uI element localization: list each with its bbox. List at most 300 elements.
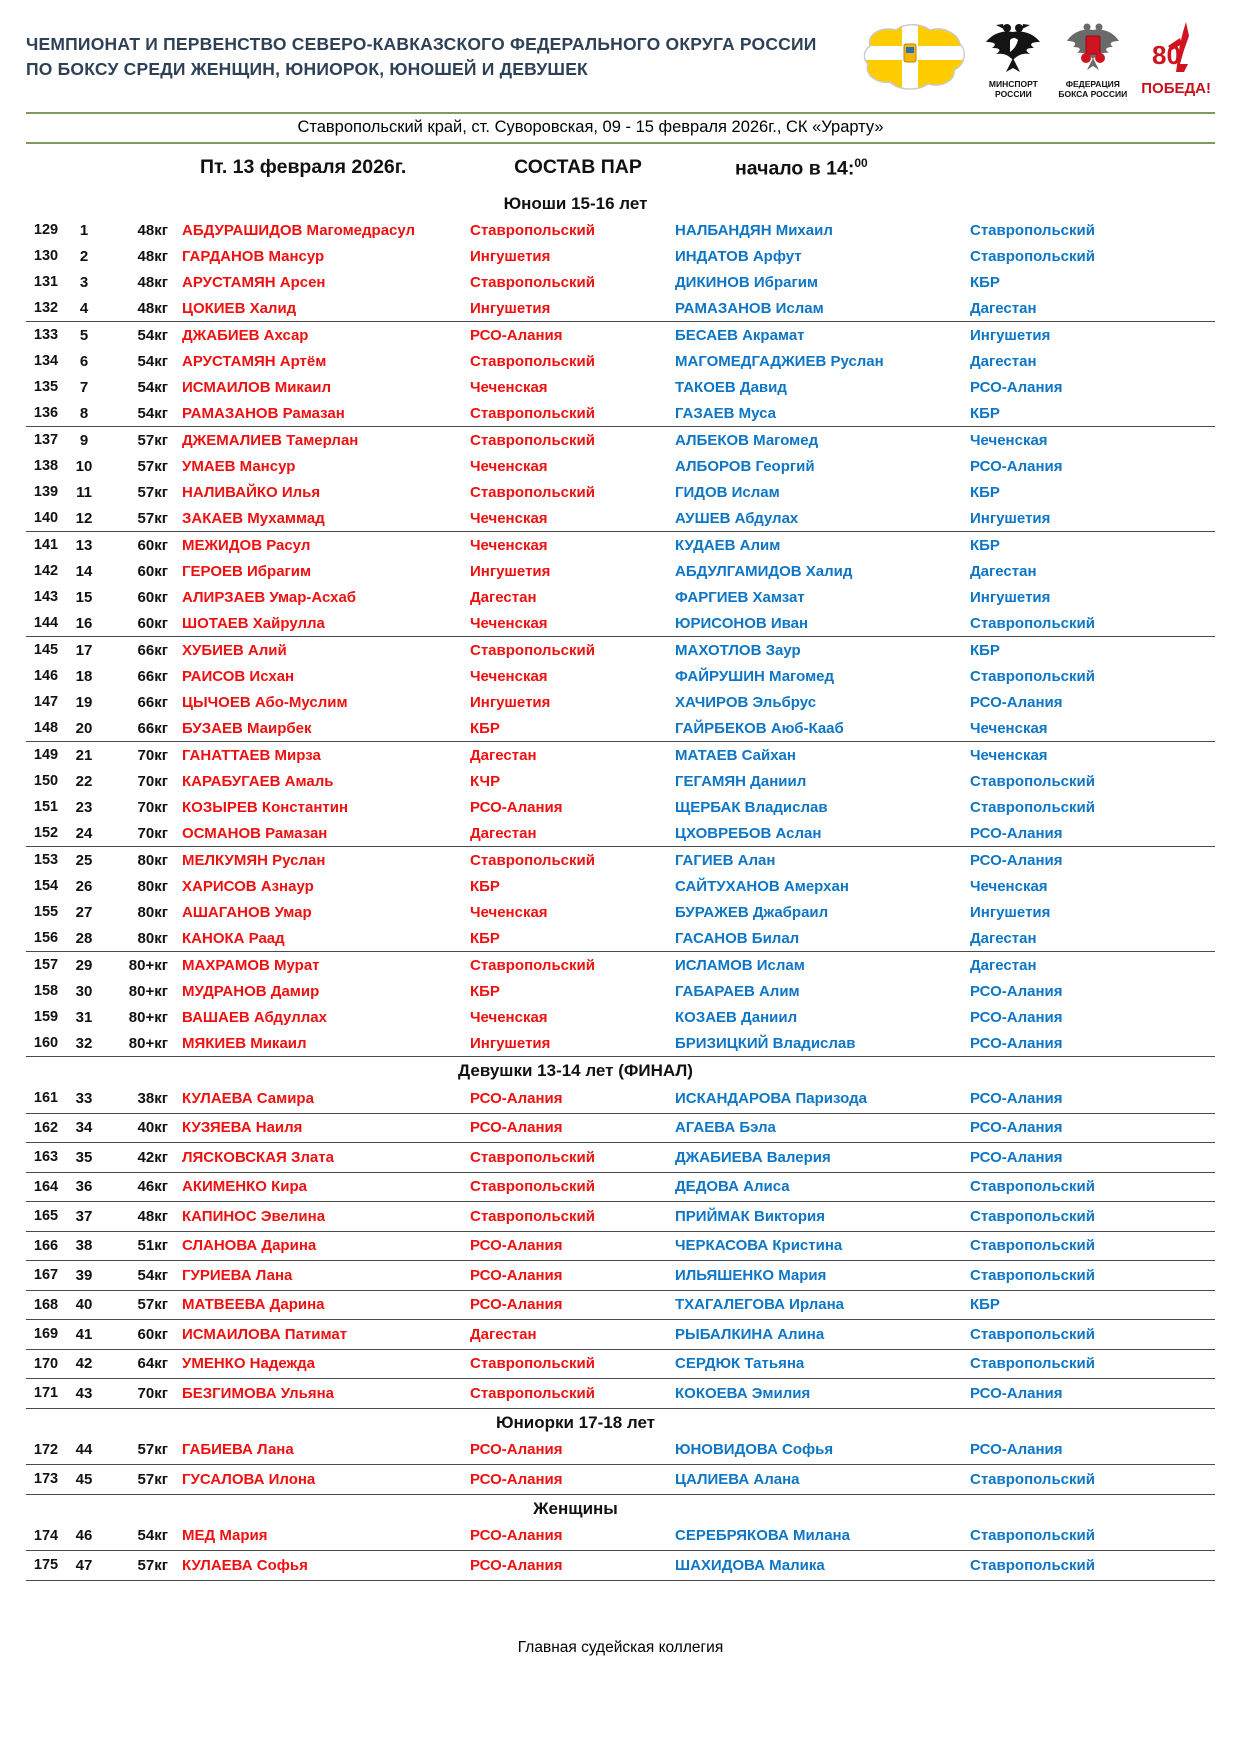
pair-number: 13 <box>75 536 93 554</box>
red-corner-region: РСО-Алания <box>470 326 563 344</box>
red-corner-region: РСО-Алания <box>470 1237 563 1255</box>
blue-corner-region: КБР <box>970 404 1000 422</box>
blue-corner-name: РАМАЗАНОВ Ислам <box>675 299 824 317</box>
boxing-federation-eagle-icon <box>1062 20 1124 78</box>
weight-category: 46кг <box>137 1178 168 1196</box>
bout-number: 130 <box>33 248 59 264</box>
blue-corner-region: Дагестан <box>970 299 1037 317</box>
blue-corner-name: ФАЙРУШИН Магомед <box>675 667 835 685</box>
red-corner-region: Чеченская <box>470 509 548 527</box>
title-line-1: ЧЕМПИОНАТ И ПЕРВЕНСТВО СЕВЕРО-КАВКАЗСКОГО ФЕДЕРАЛЬНОГО ОКРУГА РОССИИ <box>26 34 817 54</box>
bout-number: 153 <box>33 852 59 868</box>
red-corner-name: УМЕНКО Надежда <box>182 1355 315 1373</box>
red-corner-region: Ставропольский <box>470 431 595 449</box>
weight-category: 54кг <box>137 352 168 370</box>
red-corner-name: МАХРАМОВ Мурат <box>182 956 320 974</box>
pair-row <box>26 1232 1215 1262</box>
blue-corner-name: ГАБАРАЕВ Алим <box>675 982 800 1000</box>
red-corner-name: МЕЛКУМЯН Руслан <box>182 851 326 869</box>
red-corner-region: РСО-Алания <box>470 1441 563 1459</box>
red-corner-region: Дагестан <box>470 588 537 606</box>
red-corner-name: ЛЯСКОВСКАЯ Злата <box>182 1148 334 1166</box>
svg-text:80: 80 <box>1152 40 1182 70</box>
blue-corner-region: Ингушетия <box>970 588 1051 606</box>
pair-number: 26 <box>75 877 93 895</box>
blue-corner-region: Ставропольский <box>970 1207 1095 1225</box>
pair-number: 3 <box>79 273 89 291</box>
weight-category: 57кг <box>137 1296 168 1314</box>
bout-number: 137 <box>33 432 59 448</box>
weight-category: 60кг <box>137 562 168 580</box>
bout-number: 165 <box>33 1208 59 1225</box>
red-corner-name: КОЗЫРЕВ Константин <box>182 798 349 816</box>
blue-corner-region: РСО-Алания <box>970 1119 1063 1137</box>
blue-corner-region: Дагестан <box>970 956 1037 974</box>
pair-row <box>26 1004 1215 1030</box>
weight-category: 70кг <box>137 798 168 816</box>
blue-corner-region: Ингушетия <box>970 509 1051 527</box>
red-corner-name: КУЛАЕВА Самира <box>182 1089 314 1107</box>
pair-row <box>26 899 1215 925</box>
weight-category: 42кг <box>137 1148 168 1166</box>
bout-number: 174 <box>33 1527 59 1544</box>
pair-row <box>26 925 1215 952</box>
red-corner-name: МУДРАНОВ Дамир <box>182 982 320 1000</box>
pair-row <box>26 1261 1215 1291</box>
red-corner-name: ВАШАЕВ Абдуллах <box>182 1008 327 1026</box>
start-time-minutes: 00 <box>854 156 868 170</box>
bout-number: 141 <box>33 537 59 553</box>
blue-corner-region: Чеченская <box>970 719 1048 737</box>
weight-category: 54кг <box>137 326 168 344</box>
pair-number: 1 <box>79 221 89 239</box>
stavropol-flag-logo <box>856 20 968 94</box>
boxing-federation-caption <box>1058 80 1127 100</box>
minsport-caption-line1: МИНСПОРТ <box>988 79 1038 89</box>
pair-number: 14 <box>75 562 93 580</box>
red-corner-name: ИСМАИЛОВА Патимат <box>182 1325 348 1343</box>
section-header: Девушки 13-14 лет (ФИНАЛ) <box>458 1061 693 1080</box>
section-header: Юноши 15-16 лет <box>503 194 648 213</box>
red-corner-region: КБР <box>470 982 500 1000</box>
bout-number: 132 <box>33 300 59 316</box>
pair-row <box>26 1522 1215 1552</box>
bout-number: 147 <box>33 694 59 710</box>
blue-corner-name: СЕРЕБРЯКОВА Милана <box>675 1527 850 1545</box>
bout-number: 148 <box>33 720 59 736</box>
bout-number: 157 <box>33 957 59 973</box>
pobeda-caption: ПОБЕДА! <box>1141 80 1211 97</box>
red-corner-name: ИСМАИЛОВ Микаил <box>182 378 332 396</box>
boxing-federation-logo <box>1058 20 1127 100</box>
pair-row <box>26 1173 1215 1203</box>
pair-number: 23 <box>75 798 93 816</box>
blue-corner-region: РСО-Алания <box>970 693 1063 711</box>
red-corner-name: КАРАБУГАЕВ Амаль <box>182 772 334 790</box>
blue-corner-region: КБР <box>970 483 1000 501</box>
blue-corner-name: ЦАЛИЕВА Алана <box>675 1470 800 1488</box>
weight-category: 80+кг <box>128 1008 168 1026</box>
blue-corner-name: ЮНОВИДОВА Софья <box>675 1441 834 1459</box>
pair-number: 19 <box>75 693 93 711</box>
red-corner-region: Чеченская <box>470 1008 548 1026</box>
pair-row <box>26 1202 1215 1232</box>
red-corner-name: АРУСТАМЯН Артём <box>182 352 327 370</box>
bout-number: 152 <box>33 825 59 841</box>
weight-category: 60кг <box>137 536 168 554</box>
pair-row <box>26 715 1215 742</box>
weight-category: 70кг <box>137 824 168 842</box>
minsport-caption <box>989 80 1038 100</box>
blue-corner-name: МАТАЕВ Сайхан <box>675 746 796 764</box>
blue-corner-region: Ставропольский <box>970 772 1095 790</box>
blue-corner-name: ИНДАТОВ Арфут <box>675 247 802 265</box>
pair-row <box>26 1114 1215 1144</box>
red-corner-name: МЯКИЕВ Микаил <box>182 1034 307 1052</box>
blue-corner-region: Дагестан <box>970 352 1037 370</box>
red-corner-region: Ингушетия <box>470 299 551 317</box>
bout-number: 156 <box>33 930 59 946</box>
blue-corner-name: АЛБОРОВ Георгий <box>675 457 815 475</box>
red-corner-name: КАНОКА Раад <box>182 929 285 947</box>
red-corner-name: ОСМАНОВ Рамазан <box>182 824 328 842</box>
red-corner-region: Ставропольский <box>470 273 595 291</box>
blue-corner-region: Ставропольский <box>970 1556 1095 1574</box>
document-header <box>0 0 1241 112</box>
session-date: Пт. 13 февраля 2026г. <box>200 156 407 178</box>
bout-number: 159 <box>33 1009 59 1025</box>
pair-row <box>26 768 1215 794</box>
bout-number: 162 <box>33 1119 59 1136</box>
pair-row <box>26 689 1215 715</box>
bout-number: 139 <box>33 484 59 500</box>
weight-category: 57кг <box>137 1470 168 1488</box>
bout-number: 144 <box>33 615 59 631</box>
blue-corner-name: ЦХОВРЕБОВ Аслан <box>675 824 822 842</box>
blue-corner-region: РСО-Алания <box>970 1034 1063 1052</box>
pairs-table <box>26 190 1215 1581</box>
bout-number: 154 <box>33 878 59 894</box>
blue-corner-region: Ставропольский <box>970 1470 1095 1488</box>
blue-corner-name: ГИДОВ Ислам <box>675 483 780 501</box>
blue-corner-region: КБР <box>970 641 1000 659</box>
pair-number: 8 <box>79 404 89 422</box>
pair-row <box>26 400 1215 427</box>
weight-category: 80кг <box>137 851 168 869</box>
weight-category: 66кг <box>137 693 168 711</box>
bout-number: 134 <box>33 353 59 369</box>
pair-number: 32 <box>75 1034 93 1052</box>
blue-corner-region: Ставропольский <box>970 798 1095 816</box>
weight-category: 48кг <box>137 221 168 239</box>
title-line-2: ПО БОКСУ СРЕДИ ЖЕНЩИН, ЮНИОРОК, ЮНОШЕЙ И ДЕВУШЕК <box>26 59 588 80</box>
red-corner-name: БУЗАЕВ Маирбек <box>182 719 312 737</box>
weight-category: 54кг <box>137 378 168 396</box>
pair-number: 40 <box>75 1296 93 1314</box>
pair-number: 36 <box>75 1178 93 1196</box>
pair-row <box>26 505 1215 532</box>
red-corner-region: КБР <box>470 877 500 895</box>
blue-corner-region: Ставропольский <box>970 1237 1095 1255</box>
bout-number: 142 <box>33 563 59 579</box>
venue-text: Ставропольский край, ст. Суворовская, 09 - 15 февраля 2026г., СК «Урарту» <box>297 118 884 136</box>
red-corner-region: Чеченская <box>470 536 548 554</box>
pair-number: 5 <box>79 326 89 344</box>
pair-row <box>26 1350 1215 1380</box>
pair-row <box>26 1320 1215 1350</box>
red-corner-region: Ставропольский <box>470 641 595 659</box>
bout-number: 129 <box>33 222 59 238</box>
blue-corner-name: ГАСАНОВ Билал <box>675 929 800 947</box>
red-corner-region: Чеченская <box>470 667 548 685</box>
weight-category: 64кг <box>137 1355 168 1373</box>
red-corner-name: АКИМЕНКО Кира <box>182 1178 307 1196</box>
red-corner-region: Ставропольский <box>470 1355 595 1373</box>
weight-category: 60кг <box>137 588 168 606</box>
pair-number: 2 <box>79 247 89 265</box>
red-corner-name: НАЛИВАЙКО Илья <box>182 483 321 501</box>
blue-corner-name: ЮРИСОНОВ Иван <box>675 614 809 632</box>
blue-corner-region: КБР <box>970 536 1000 554</box>
blue-corner-region: РСО-Алания <box>970 378 1063 396</box>
blue-corner-name: АБДУЛГАМИДОВ Халид <box>675 562 853 580</box>
pair-row <box>26 453 1215 479</box>
pair-row <box>26 532 1215 558</box>
red-corner-region: РСО-Алания <box>470 1556 563 1574</box>
pair-number: 24 <box>75 824 93 842</box>
red-corner-name: ХУБИЕВ Алий <box>182 641 287 659</box>
blue-corner-name: КОЗАЕВ Даниил <box>675 1008 798 1026</box>
weight-category: 57кг <box>137 509 168 527</box>
red-corner-region: Ставропольский <box>470 1178 595 1196</box>
bout-number: 170 <box>33 1355 59 1372</box>
weight-category: 70кг <box>137 772 168 790</box>
pair-number: 20 <box>75 719 93 737</box>
bout-number: 149 <box>33 747 59 763</box>
blue-corner-name: ГАЙРБЕКОВ Аюб-Кааб <box>675 719 844 737</box>
blue-corner-region: Ингушетия <box>970 326 1051 344</box>
bout-number: 171 <box>33 1385 59 1402</box>
blue-corner-region: РСО-Алания <box>970 457 1063 475</box>
pair-number: 37 <box>75 1207 93 1225</box>
pair-row <box>26 217 1215 243</box>
weight-category: 51кг <box>137 1237 168 1255</box>
red-corner-region: Ставропольский <box>470 1207 595 1225</box>
pair-number: 16 <box>75 614 93 632</box>
red-corner-name: ШОТАЕВ Хайрулла <box>182 614 325 632</box>
red-corner-name: СЛАНОВА Дарина <box>182 1237 317 1255</box>
pair-row <box>26 873 1215 899</box>
red-corner-region: Чеченская <box>470 457 548 475</box>
red-corner-name: БЕЗГИМОВА Ульяна <box>182 1384 335 1402</box>
pair-number: 38 <box>75 1237 93 1255</box>
pair-row <box>26 584 1215 610</box>
red-corner-name: ЗАКАЕВ Мухаммад <box>182 509 325 527</box>
bout-number: 150 <box>33 773 59 789</box>
pair-number: 28 <box>75 929 93 947</box>
blue-corner-region: Ставропольский <box>970 247 1095 265</box>
pair-number: 33 <box>75 1089 93 1107</box>
weight-category: 48кг <box>137 299 168 317</box>
logos <box>856 20 1215 100</box>
red-corner-name: АШАГАНОВ Умар <box>182 903 312 921</box>
bout-number: 146 <box>33 668 59 684</box>
minsport-logo <box>982 20 1044 100</box>
weight-category: 48кг <box>137 247 168 265</box>
pair-row <box>26 663 1215 689</box>
weight-category: 60кг <box>137 614 168 632</box>
bout-number: 155 <box>33 904 59 920</box>
red-corner-name: ГАНАТТАЕВ Мирза <box>182 746 321 764</box>
minsport-eagle-icon <box>982 20 1044 78</box>
red-corner-region: РСО-Алания <box>470 1470 563 1488</box>
weight-category: 57кг <box>137 483 168 501</box>
weight-category: 66кг <box>137 719 168 737</box>
red-corner-name: АБДУРАШИДОВ Магомедрасул <box>182 221 416 239</box>
pobeda-80-logo <box>1141 20 1211 97</box>
blue-corner-region: КБР <box>970 1296 1000 1314</box>
red-corner-name: ГАРДАНОВ Мансур <box>182 247 325 265</box>
blue-corner-name: РЫБАЛКИНА Алина <box>675 1325 825 1343</box>
weight-category: 57кг <box>137 1556 168 1574</box>
pair-row <box>26 269 1215 295</box>
pair-row <box>26 295 1215 322</box>
bout-number: 168 <box>33 1296 59 1313</box>
pair-number: 46 <box>75 1527 93 1545</box>
pair-number: 35 <box>75 1148 93 1166</box>
start-time <box>735 156 868 181</box>
pair-number: 29 <box>75 956 93 974</box>
weight-category: 80+кг <box>128 1034 168 1052</box>
blue-corner-name: АУШЕВ Абдулах <box>675 509 799 527</box>
red-corner-region: РСО-Алания <box>470 1266 563 1284</box>
pair-row <box>26 322 1215 348</box>
red-corner-name: ГУРИЕВА Лана <box>182 1266 293 1284</box>
blue-corner-region: РСО-Алания <box>970 824 1063 842</box>
pair-number: 7 <box>79 378 89 396</box>
weight-category: 80+кг <box>128 982 168 1000</box>
pair-row <box>26 1551 1215 1581</box>
pair-row <box>26 610 1215 637</box>
red-corner-name: КУЗЯЕВА Наиля <box>182 1119 303 1137</box>
pair-row <box>26 1030 1215 1057</box>
pair-row <box>26 1143 1215 1173</box>
pair-number: 4 <box>79 299 89 317</box>
blue-corner-region: Ставропольский <box>970 1325 1095 1343</box>
pair-number: 43 <box>75 1384 93 1402</box>
blue-corner-region: Чеченская <box>970 746 1048 764</box>
bout-number: 172 <box>33 1441 59 1458</box>
pair-row <box>26 794 1215 820</box>
blue-corner-name: БРИЗИЦКИЙ Владислав <box>675 1034 856 1052</box>
bout-number: 173 <box>33 1471 59 1488</box>
red-corner-region: РСО-Алания <box>470 1527 563 1545</box>
page-title <box>26 20 817 83</box>
bout-number: 163 <box>33 1149 59 1166</box>
red-corner-region: Ставропольский <box>470 221 595 239</box>
pair-number: 17 <box>75 641 93 659</box>
red-corner-region: Ставропольский <box>470 956 595 974</box>
red-corner-region: Ставропольский <box>470 851 595 869</box>
weight-category: 80+кг <box>128 956 168 974</box>
bout-number: 131 <box>33 274 59 290</box>
red-corner-region: РСО-Алания <box>470 1089 563 1107</box>
minsport-caption-line2: РОССИИ <box>995 88 1032 99</box>
red-corner-name: КАПИНОС Эвелина <box>182 1207 326 1225</box>
bout-number: 151 <box>33 799 59 815</box>
bout-number: 145 <box>33 642 59 658</box>
bout-number: 140 <box>33 510 59 526</box>
red-corner-name: МЕЖИДОВ Расул <box>182 536 311 554</box>
red-corner-region: Чеченская <box>470 378 548 396</box>
bout-number: 143 <box>33 589 59 605</box>
pair-row <box>26 427 1215 453</box>
pair-number: 25 <box>75 851 93 869</box>
blue-corner-name: ХАЧИРОВ Эльбрус <box>675 693 817 711</box>
blue-corner-name: ТХАГАЛЕГОВА Ирлана <box>675 1296 845 1314</box>
blue-corner-name: ШАХИДОВА Малика <box>675 1556 825 1574</box>
blue-corner-region: Дагестан <box>970 929 1037 947</box>
pair-row <box>26 243 1215 269</box>
red-corner-region: Дагестан <box>470 1325 537 1343</box>
blue-corner-name: СЕРДЮК Татьяна <box>675 1355 805 1373</box>
pair-row <box>26 1379 1215 1409</box>
section-header: Юниорки 17-18 лет <box>495 1412 656 1432</box>
blue-corner-name: ИЛЬЯШЕНКО Мария <box>675 1266 827 1284</box>
pair-number: 11 <box>76 483 92 501</box>
pair-number: 9 <box>79 431 89 449</box>
pair-number: 18 <box>75 667 93 685</box>
pair-row <box>26 1084 1215 1114</box>
blue-corner-name: ДЖАБИЕВА Валерия <box>675 1148 831 1166</box>
blue-corner-name: МАГОМЕДГАДЖИЕВ Руслан <box>675 352 884 370</box>
venue-band <box>26 112 1215 144</box>
red-corner-region: Ставропольский <box>470 352 595 370</box>
blue-corner-region: РСО-Алания <box>970 1008 1063 1026</box>
blue-corner-name: ДЕДОВА Алиса <box>675 1178 790 1196</box>
blue-corner-region: КБР <box>970 273 1000 291</box>
blue-corner-name: ГАГИЕВ Алан <box>675 851 776 869</box>
bout-number: 135 <box>33 379 59 395</box>
bout-number: 136 <box>33 405 59 421</box>
blue-corner-name: БЕСАЕВ Акрамат <box>675 326 805 344</box>
pair-row <box>26 348 1215 374</box>
document-title: СОСТАВ ПАР <box>514 156 642 178</box>
pair-row <box>26 952 1215 978</box>
bout-number: 164 <box>33 1178 59 1195</box>
blue-corner-region: Ставропольский <box>970 1178 1095 1196</box>
blue-corner-name: ЩЕРБАК Владислав <box>675 798 828 816</box>
pair-number: 30 <box>75 982 93 1000</box>
blue-corner-name: НАЛБАНДЯН Михаил <box>675 221 833 239</box>
red-corner-name: МЕД Мария <box>182 1527 268 1545</box>
blue-corner-region: Чеченская <box>970 431 1048 449</box>
weight-category: 54кг <box>137 1266 168 1284</box>
weight-category: 48кг <box>137 273 168 291</box>
blue-corner-name: ФАРГИЕВ Хамзат <box>675 588 805 606</box>
bout-number: 167 <box>33 1267 59 1284</box>
bout-number: 161 <box>33 1090 59 1107</box>
pair-number: 47 <box>75 1556 93 1574</box>
blue-corner-region: РСО-Алания <box>970 851 1063 869</box>
red-corner-name: РАИСОВ Исхан <box>182 667 295 685</box>
pair-number: 45 <box>75 1470 93 1488</box>
weight-category: 57кг <box>137 457 168 475</box>
bout-number: 133 <box>33 327 59 343</box>
weight-category: 38кг <box>137 1089 168 1107</box>
pair-number: 34 <box>75 1119 93 1137</box>
pair-row <box>26 1291 1215 1321</box>
